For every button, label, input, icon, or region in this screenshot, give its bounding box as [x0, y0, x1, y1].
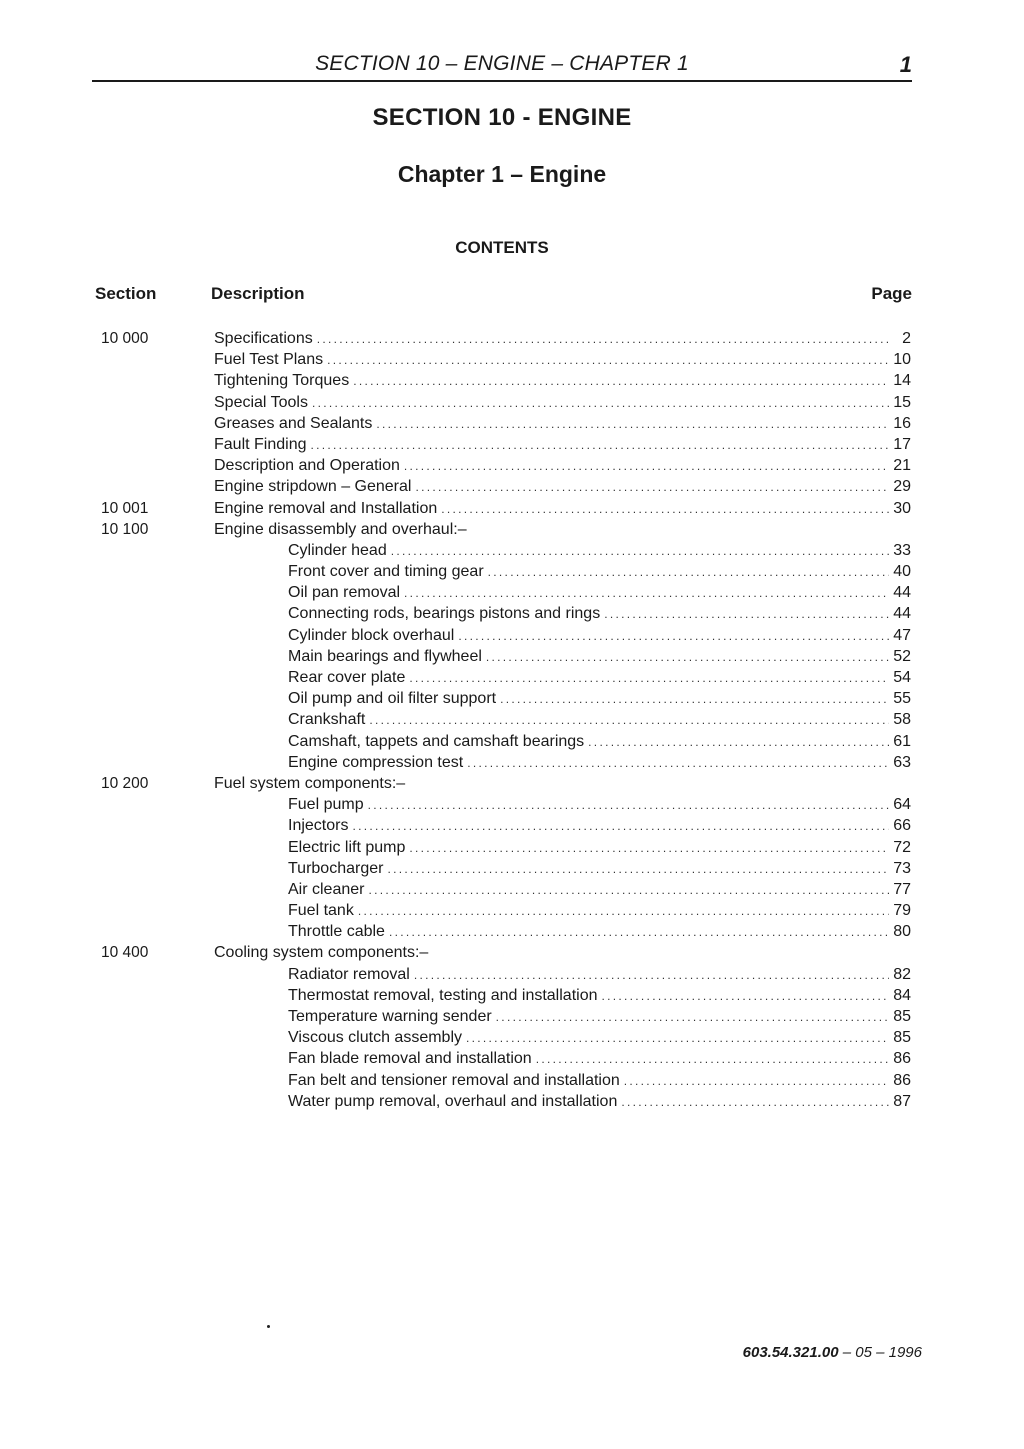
toc-entry-text: Fuel system components:–: [214, 774, 406, 792]
toc-page-number: 86: [893, 1071, 911, 1089]
toc-entry-text: Throttle cable: [288, 923, 385, 941]
toc-page-number: 73: [893, 859, 911, 877]
toc-entry-text: Fault Finding: [214, 435, 307, 453]
toc-row: [0, 1091, 1024, 1112]
toc-leader-dots: [368, 795, 889, 816]
toc-entry: [288, 1091, 911, 1113]
toc-entry-text: Engine compression test: [288, 753, 464, 771]
toc-row: [0, 1027, 1024, 1048]
toc-page-number: 29: [893, 478, 911, 496]
toc-entry: [214, 455, 911, 477]
toc-entry: [288, 985, 911, 1007]
toc-page-number: 52: [893, 647, 911, 665]
scan-speck: [267, 1325, 270, 1328]
toc-leader-dots: [311, 435, 890, 456]
toc-row: [0, 731, 1024, 752]
toc-entry-text: Electric lift pump: [288, 838, 406, 856]
toc-leader-dots: [415, 477, 889, 498]
toc-page-number: 72: [893, 838, 911, 856]
toc-entry: [288, 688, 911, 710]
toc-entry-text: Cooling system components:–: [214, 944, 429, 962]
toc-page-number: 61: [893, 732, 911, 750]
toc-entry-text: Greases and Sealants: [214, 414, 373, 432]
toc-leader-dots: [588, 732, 889, 753]
toc-row: [0, 646, 1024, 667]
toc-leader-dots: [312, 393, 889, 414]
toc-leader-dots: [391, 541, 889, 562]
toc-entry: [288, 858, 911, 880]
toc-entry: [288, 879, 911, 901]
toc-entry: [214, 476, 911, 498]
toc-entry: [288, 603, 911, 625]
toc-entry: [288, 964, 911, 986]
toc-page-number: 85: [893, 1008, 911, 1025]
toc-entry: [288, 837, 911, 859]
toc-row: [0, 561, 1024, 582]
toc-leader-dots: [604, 604, 889, 625]
toc-page-number: 15: [893, 393, 911, 411]
toc-entry-text: Crankshaft: [288, 711, 366, 729]
toc-page-number: 58: [893, 711, 911, 729]
toc-leader-dots: [536, 1049, 889, 1070]
toc-entry-text: Viscous clutch assembly: [288, 1029, 462, 1047]
toc-row: [0, 900, 1024, 921]
toc-entry: [288, 752, 911, 774]
toc-row: [0, 709, 1024, 730]
toc-entry-text: Air cleaner: [288, 880, 365, 898]
toc-row: [0, 964, 1024, 985]
toc-section-number: 10 200: [101, 774, 149, 792]
toc-page-number: 54: [893, 669, 911, 686]
toc-leader-dots: [404, 456, 889, 477]
toc-section-number: 10 001: [101, 499, 149, 517]
toc-row: [0, 879, 1024, 900]
toc-page-number: 10: [893, 351, 911, 369]
toc-row: [0, 1006, 1024, 1027]
toc-page-number: 47: [893, 626, 911, 644]
footer-doc-number: 603.54.321.00: [742, 1344, 839, 1361]
toc-page-number: 85: [893, 1029, 911, 1047]
toc-entry-text: Fuel Test Plans: [214, 351, 324, 369]
toc-entry-text: Fan belt and tensioner removal and installation: [288, 1071, 620, 1089]
toc-entry-text: Rear cover plate: [288, 669, 406, 686]
toc-leader-dots: [368, 880, 889, 901]
toc-row: [0, 1048, 1024, 1069]
toc-entry: [288, 667, 911, 689]
toc-row: [0, 688, 1024, 709]
toc-entry: [288, 646, 911, 668]
toc-row: [0, 455, 1024, 476]
toc-row: [0, 370, 1024, 391]
toc-row: [0, 625, 1024, 646]
toc-page-number: 84: [893, 986, 911, 1004]
toc-entry: [288, 900, 911, 922]
toc-entry: [288, 582, 911, 604]
toc-page-number: 87: [893, 1092, 911, 1110]
toc-entry: [288, 561, 911, 583]
toc-row: [0, 413, 1024, 434]
toc-entry: [288, 815, 911, 837]
toc-page-number: 66: [893, 817, 911, 835]
toc-entry-text: Turbocharger: [288, 859, 384, 877]
toc-entry: [214, 413, 911, 435]
toc-page-number: 63: [893, 753, 911, 771]
toc-entry-text: Thermostat removal, testing and installation: [288, 986, 598, 1004]
toc-entry-text: Special Tools: [214, 393, 308, 411]
toc-leader-dots: [409, 668, 889, 689]
footer-date: – 05 – 1996: [838, 1344, 922, 1361]
toc-section-number: 10 400: [101, 944, 149, 962]
running-header-title: SECTION 10 – ENGINE – CHAPTER 1: [315, 52, 689, 75]
toc-row: [0, 392, 1024, 413]
toc-entry-text: Camshaft, tappets and camshaft bearings: [288, 732, 585, 750]
toc-page-number: 64: [893, 796, 911, 814]
toc-leader-dots: [369, 710, 889, 731]
toc-section-number: 10 000: [101, 330, 149, 347]
toc-row: [0, 1070, 1024, 1091]
toc-entry-text: Connecting rods, bearings pistons and rings: [288, 605, 601, 623]
toc-entry: [288, 794, 911, 816]
toc-row: [0, 815, 1024, 836]
toc-row: [0, 328, 1024, 349]
toc-row: [0, 603, 1024, 624]
toc-entry: [288, 709, 911, 731]
toc-leader-dots: [404, 583, 889, 604]
toc-leader-dots: [496, 1007, 889, 1028]
toc-leader-dots: [466, 1028, 889, 1049]
toc-page-number: 77: [893, 880, 911, 898]
toc-leader-dots: [601, 986, 889, 1007]
toc-leader-dots: [389, 922, 889, 943]
toc-leader-dots: [376, 414, 889, 435]
toc-entry-text: Engine stripdown – General: [214, 478, 412, 496]
toc-leader-dots: [488, 562, 889, 583]
toc-entry-text: Cylinder head: [288, 541, 387, 559]
toc-leader-dots: [317, 329, 889, 350]
toc-entry-text: Oil pan removal: [288, 584, 401, 602]
toc-leader-dots: [352, 816, 889, 837]
toc-row: [0, 498, 1024, 519]
toc-entry: [214, 328, 911, 350]
toc-entry-text: Tightening Torques: [214, 372, 350, 390]
toc-leader-dots: [624, 1071, 889, 1092]
toc-entry: [288, 1006, 911, 1028]
toc-row: [0, 858, 1024, 879]
toc-entry-text: Temperature warning sender: [288, 1008, 492, 1025]
column-header-section: Section: [95, 284, 157, 303]
toc-entry-text: Engine removal and Installation: [214, 499, 438, 517]
document-footer: [743, 1344, 922, 1361]
toc-leader-dots: [358, 901, 889, 922]
toc-leader-dots: [414, 965, 889, 986]
toc-entry-text: Radiator removal: [288, 965, 410, 983]
toc-row: [0, 942, 1024, 963]
toc-page-number: 2: [902, 330, 911, 347]
toc-leader-dots: [458, 626, 889, 647]
toc-page-number: 82: [893, 965, 911, 983]
toc-entry-text: Description and Operation: [214, 457, 400, 475]
toc-row: [0, 349, 1024, 370]
toc-row: [0, 794, 1024, 815]
toc-entry-text: Fan blade removal and installation: [288, 1050, 532, 1068]
toc-row: [0, 434, 1024, 455]
running-header-page-number: 1: [899, 52, 912, 77]
toc-leader-dots: [621, 1092, 889, 1113]
toc-page-number: 79: [893, 902, 911, 920]
toc-leader-dots: [327, 350, 889, 371]
toc-entry: [214, 370, 911, 392]
toc-page-number: 30: [893, 499, 911, 517]
chapter-heading: Chapter 1 – Engine: [397, 161, 607, 187]
toc-page-number: 44: [893, 605, 911, 623]
toc-entry: [214, 392, 911, 414]
toc-leader-dots: [353, 371, 889, 392]
toc-row: [0, 921, 1024, 942]
toc-entry: [214, 498, 911, 520]
toc-page-number: 16: [893, 414, 911, 432]
toc-entry-text: Main bearings and flywheel: [288, 647, 482, 665]
toc-entry-text: Water pump removal, overhaul and installation: [288, 1092, 618, 1110]
toc-entry: [214, 942, 911, 963]
toc-page-number: 86: [893, 1050, 911, 1068]
toc-page-number: 14: [893, 372, 911, 390]
toc-entry-text: Cylinder block overhaul: [288, 626, 455, 644]
toc-page-number: 44: [893, 584, 911, 602]
toc-row: [0, 752, 1024, 773]
toc-entry: [288, 731, 911, 753]
toc-entry: [288, 625, 911, 647]
toc-entry: [288, 921, 911, 943]
toc-row: [0, 985, 1024, 1006]
toc-row: [0, 773, 1024, 794]
toc-row: [0, 476, 1024, 497]
toc-leader-dots: [387, 859, 889, 880]
table-of-contents: [0, 328, 1024, 1112]
toc-page-number: 40: [893, 563, 911, 581]
toc-row: [0, 582, 1024, 603]
column-header-description: Description: [211, 284, 305, 303]
column-header-page: Page: [871, 284, 912, 303]
toc-leader-dots: [486, 647, 889, 668]
toc-entry-text: Fuel pump: [288, 796, 364, 814]
toc-entry: [288, 1048, 911, 1070]
toc-entry: [214, 349, 911, 371]
toc-page-number: 33: [893, 541, 911, 559]
toc-leader-dots: [500, 689, 889, 710]
toc-entry: [288, 540, 911, 562]
toc-row: [0, 540, 1024, 561]
toc-section-number: 10 100: [101, 520, 149, 538]
section-heading: SECTION 10 - ENGINE: [372, 104, 632, 131]
toc-leader-dots: [409, 838, 889, 859]
running-header: [92, 52, 912, 82]
toc-leader-dots: [467, 753, 889, 774]
toc-entry-text: Specifications: [214, 330, 313, 347]
toc-row: [0, 519, 1024, 540]
toc-row: [0, 667, 1024, 688]
toc-entry-text: Engine disassembly and overhaul:–: [214, 520, 467, 538]
toc-page-number: 21: [893, 457, 911, 475]
toc-page-number: 17: [893, 435, 911, 453]
toc-entry-text: Injectors: [288, 817, 349, 835]
toc-row: [0, 837, 1024, 858]
toc-entry: [214, 773, 911, 794]
toc-entry: [288, 1070, 911, 1092]
toc-entry-text: Front cover and timing gear: [288, 563, 484, 581]
toc-entry-text: Fuel tank: [288, 902, 354, 920]
toc-entry: [214, 434, 911, 456]
toc-entry: [214, 519, 911, 540]
toc-page-number: 80: [893, 923, 911, 941]
toc-entry: [288, 1027, 911, 1049]
toc-entry-text: Oil pump and oil filter support: [288, 690, 497, 708]
toc-leader-dots: [441, 499, 889, 520]
toc-page-number: 55: [893, 690, 911, 708]
contents-heading: CONTENTS: [455, 238, 549, 257]
